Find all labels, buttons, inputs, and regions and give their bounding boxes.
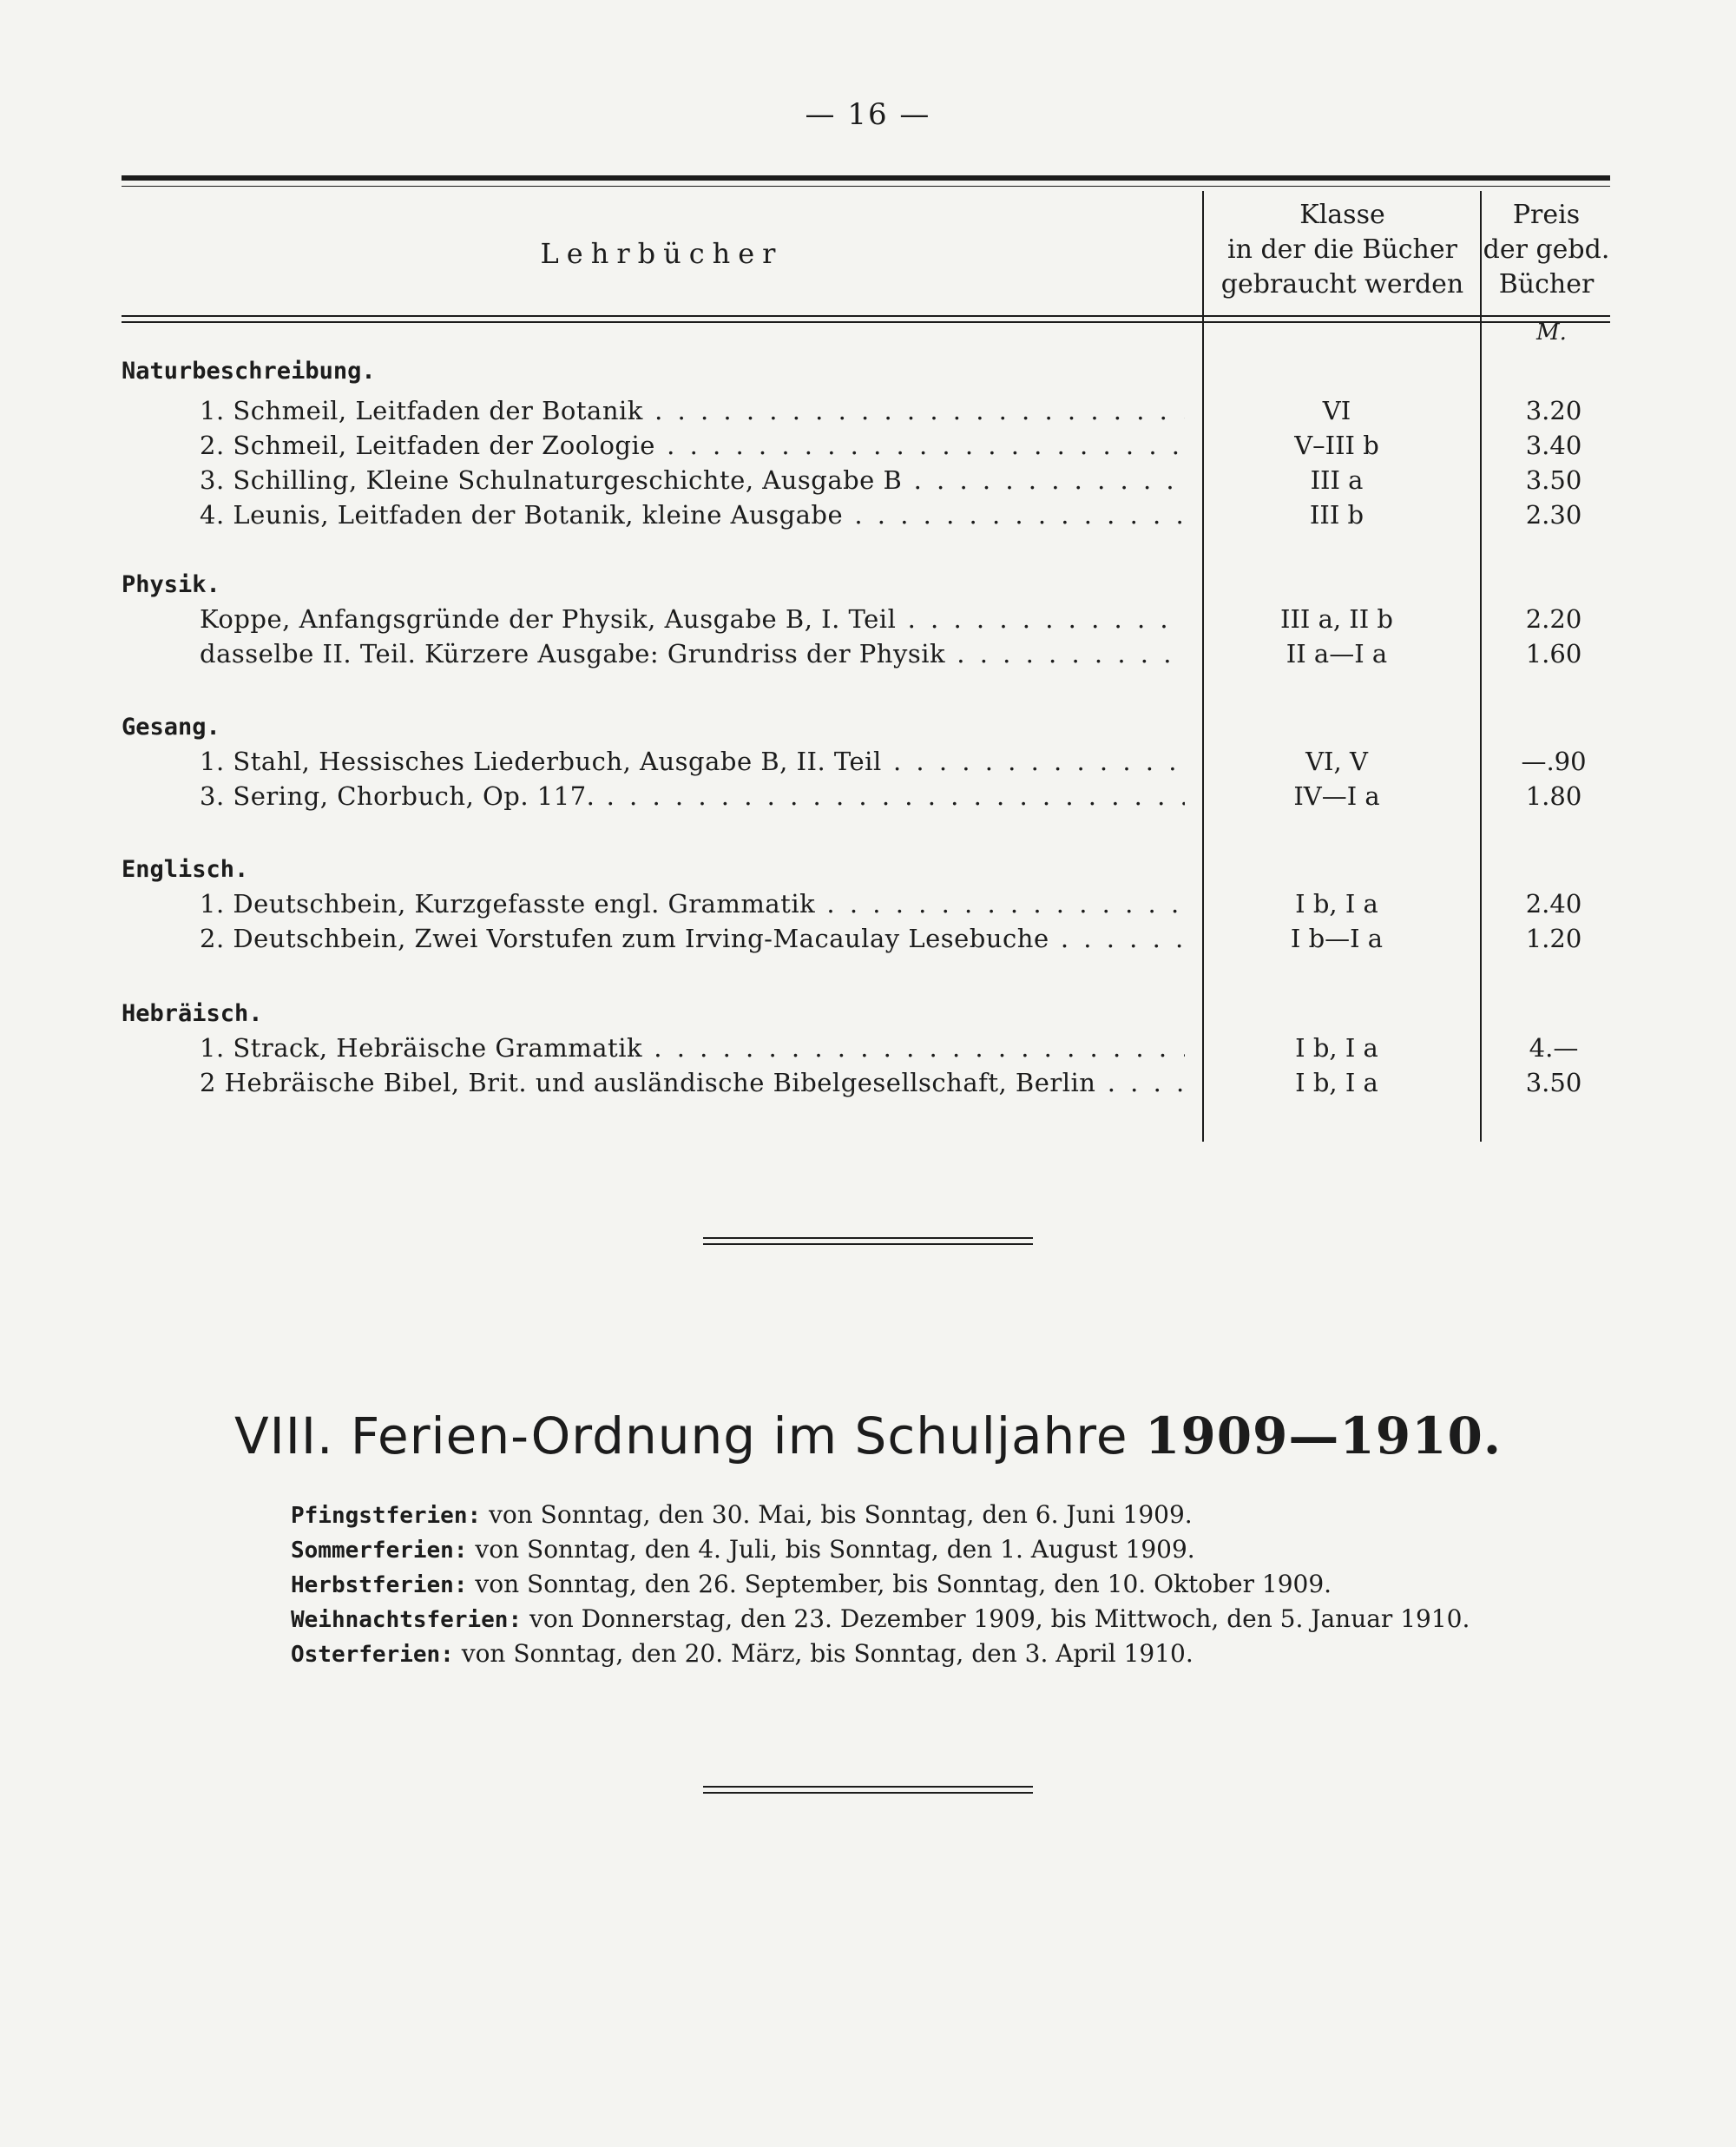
ferien-heading: [0, 1406, 1736, 1465]
book-klasse: I b—I a: [1290, 924, 1384, 953]
header-preis-line-3: Bücher: [1498, 269, 1595, 300]
book-klasse: III b: [1309, 500, 1364, 530]
ferien-heading-text: VIII. Ferien-Ordnung im Schuljahre: [233, 1406, 1128, 1465]
table-row: [0, 1033, 1736, 1068]
holiday-name: Osterferien:: [291, 1642, 454, 1668]
table-row: [0, 1068, 1736, 1103]
book-preis: 2.40: [1525, 889, 1582, 919]
book-title: 2. Schmeil, Leitfaden der Zoologie . . .: [200, 431, 1185, 460]
holiday-line: [291, 1639, 1194, 1668]
book-title: 1. Schmeil, Leitfaden der Botanik . . .: [200, 396, 1185, 425]
book-title: 1. Stahl, Hessisches Liederbuch, Ausgabe B, II. Teil . . .: [200, 747, 1185, 776]
book-klasse: II a—I a: [1286, 639, 1388, 668]
section-title-englisch: Englisch.: [122, 856, 249, 883]
header-klasse-line-2: in der die Bücher: [1227, 234, 1457, 265]
header-preis-line-2: der gebd.: [1483, 234, 1610, 265]
holiday-dates: von Donnerstag, den 23. Dezember 1909, bis Mittwoch, den 5. Januar 1910.: [529, 1604, 1470, 1633]
book-klasse: III a, II b: [1279, 604, 1393, 634]
book-preis: 1.60: [1525, 639, 1582, 668]
table-row: [0, 396, 1736, 431]
page-number: — 16 —: [805, 97, 931, 132]
section-divider-top-line-1: [703, 1237, 1033, 1239]
book-klasse: VI: [1322, 396, 1351, 425]
book-preis: 3.50: [1525, 465, 1582, 495]
book-klasse: III a: [1310, 465, 1364, 495]
header-klasse-line-3: gebraucht werden: [1220, 269, 1464, 300]
table-row: [0, 747, 1736, 781]
header-preis-line-1: Preis: [1512, 200, 1581, 230]
table-row: [0, 604, 1736, 639]
section-title-gesang: Gesang.: [122, 714, 220, 741]
header-rule-1: [122, 315, 1610, 317]
book-title: 4. Leunis, Leitfaden der Botanik, kleine Ausgabe . . .: [200, 500, 1185, 530]
book-preis: 2.30: [1525, 500, 1582, 530]
table-row: [0, 465, 1736, 500]
header-klasse-line-1: Klasse: [1299, 200, 1385, 230]
top-rule-thick: [122, 175, 1610, 181]
book-title: 1. Deutschbein, Kurzgefasste engl. Grammatik . . .: [200, 889, 1185, 919]
currency-symbol: M.: [1536, 319, 1567, 346]
section-title-naturbeschreibung: Naturbeschreibung.: [122, 358, 376, 385]
holiday-dates: von Sonntag, den 26. September, bis Sonntag, den 10. Oktober 1909.: [475, 1570, 1332, 1598]
book-preis: 3.50: [1525, 1068, 1582, 1097]
holiday-name: Weihnachtsferien:: [291, 1607, 523, 1633]
header-rule-2: [122, 321, 1610, 323]
section-divider-bottom-line-2: [703, 1792, 1033, 1794]
book-title: 2. Deutschbein, Zwei Vorstufen zum Irving-Macaulay Lesebuche . . .: [200, 924, 1185, 953]
book-preis: —.90: [1521, 747, 1587, 776]
section-title-physik: Physik.: [122, 571, 220, 598]
holiday-dates: von Sonntag, den 4. Juli, bis Sonntag, den 1. August 1909.: [475, 1535, 1195, 1564]
holiday-line: [291, 1500, 1193, 1529]
holiday-name: Pfingstferien:: [291, 1503, 482, 1529]
book-preis: 1.20: [1525, 924, 1582, 953]
holiday-name: Herbstferien:: [291, 1572, 468, 1598]
book-klasse: VI, V: [1305, 747, 1368, 776]
book-klasse: I b, I a: [1295, 1033, 1378, 1063]
header-preis: [1483, 198, 1610, 302]
book-title: Koppe, Anfangsgründe der Physik, Ausgabe B, I. Teil . . .: [200, 604, 1185, 634]
book-klasse: V–III b: [1294, 431, 1379, 460]
section-divider-top-line-2: [703, 1243, 1033, 1245]
book-preis: 3.40: [1525, 431, 1582, 460]
holiday-line: [291, 1570, 1332, 1598]
table-row: [0, 781, 1736, 816]
book-preis: 4.—: [1529, 1033, 1579, 1063]
holiday-name: Sommerferien:: [291, 1538, 468, 1564]
table-row: [0, 639, 1736, 674]
book-title: 2 Hebräische Bibel, Brit. und ausländische Bibelgesellschaft, Berlin . . .: [200, 1068, 1185, 1097]
holiday-dates: von Sonntag, den 30. Mai, bis Sonntag, den 6. Juni 1909.: [489, 1500, 1193, 1529]
holiday-dates: von Sonntag, den 20. März, bis Sonntag, den 3. April 1910.: [461, 1639, 1194, 1668]
holiday-line: [291, 1535, 1195, 1564]
book-title: dasselbe II. Teil. Kürzere Ausgabe: Grundriss der Physik . . .: [200, 639, 1185, 668]
book-title: 3. Sering, Chorbuch, Op. 117. . . .: [200, 781, 1185, 811]
top-rule-thin: [122, 186, 1610, 187]
book-preis: 1.80: [1525, 781, 1582, 811]
book-title: 3. Schilling, Kleine Schulnaturgeschichte, Ausgabe B . . .: [200, 465, 1185, 495]
book-preis: 3.20: [1525, 396, 1582, 425]
holiday-line: [291, 1604, 1470, 1633]
header-books: Lehrbücher: [540, 237, 784, 270]
book-preis: 2.20: [1525, 604, 1582, 634]
table-row: [0, 431, 1736, 465]
section-title-hebraeisch: Hebräisch.: [122, 1000, 263, 1027]
book-title: 1. Strack, Hebräische Grammatik . . .: [200, 1033, 1185, 1063]
section-divider-bottom-line-1: [703, 1786, 1033, 1788]
ferien-heading-years: 1909—1910.: [1144, 1406, 1503, 1465]
table-row: [0, 889, 1736, 924]
table-row: [0, 924, 1736, 958]
book-klasse: IV—I a: [1293, 781, 1380, 811]
book-klasse: I b, I a: [1295, 1068, 1378, 1097]
table-row: [0, 500, 1736, 535]
header-klasse: [1205, 198, 1480, 302]
book-klasse: I b, I a: [1295, 889, 1378, 919]
